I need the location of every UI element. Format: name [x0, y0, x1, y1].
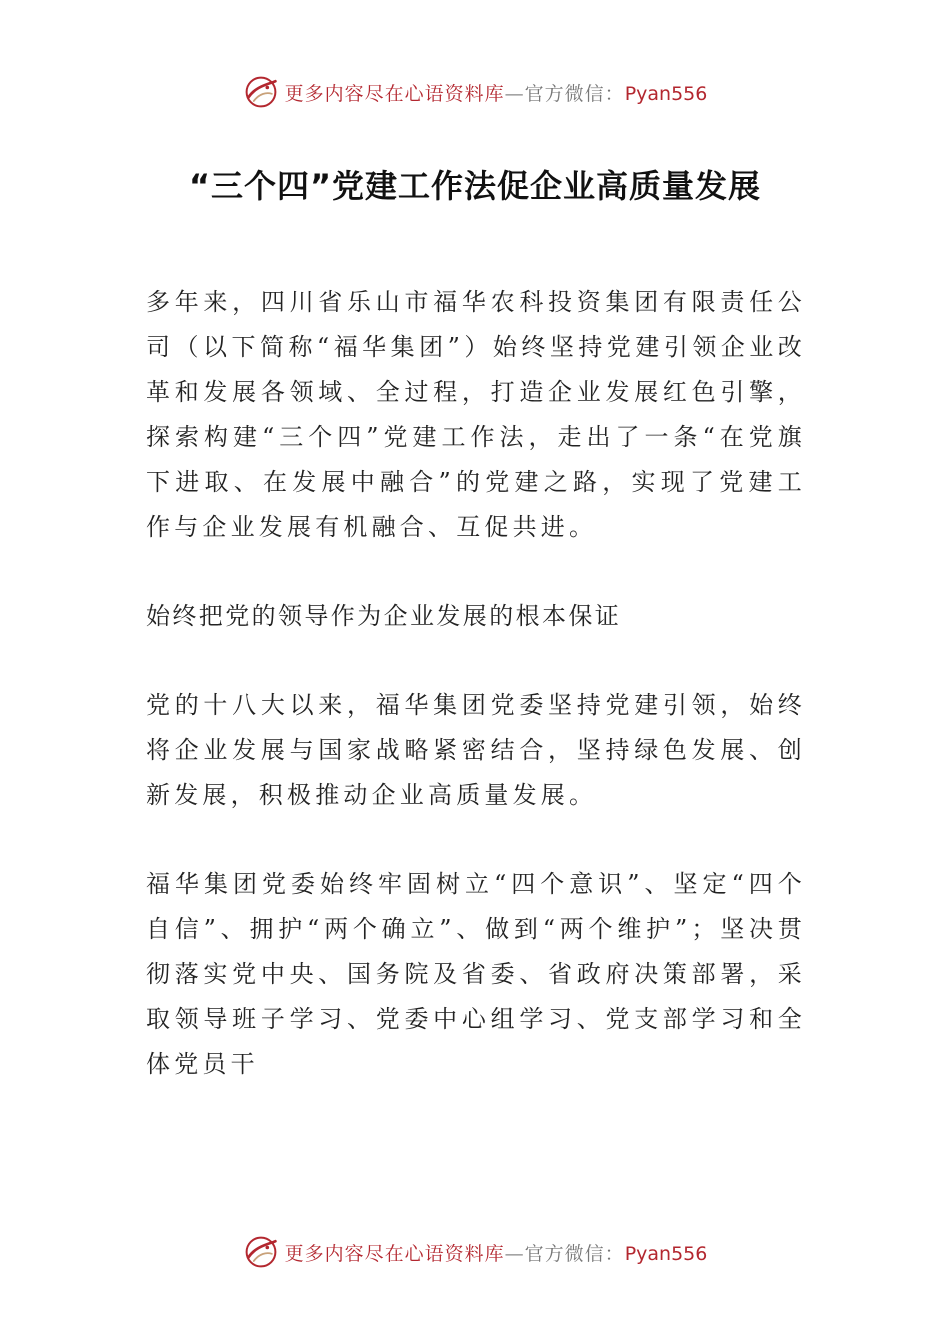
banner-wechat-label: 官方微信：	[524, 82, 625, 105]
banner-text	[285, 1239, 708, 1266]
banner-slogan: 更多内容尽在心语资料库	[284, 82, 505, 105]
header-banner	[0, 72, 950, 112]
paragraph-intro: 多年来，四川省乐山市福华农科投资集团有限责任公司（以下简称“福华集团”）始终坚持党建引领企业改革和发展各领域、全过程，打造企业发展红色引擎，探索构建“三个四”党建工作法，走出了一条“在党旗下进取、在发展中融合”的党建之路，实现了党建工作与企业发展有机融合、互促共进。	[146, 288, 806, 541]
banner-dash: —	[504, 82, 525, 105]
fish-logo-icon	[243, 1234, 279, 1270]
paragraph-four-consciousness: 福华集团党委始终牢固树立“四个意识”、坚定“四个自信”、拥护“两个确立”、做到“两个维护”；坚决贯彻落实党中央、国务院及省委、省政府决策部署，采取领导班子学习、党委中心组学习、党支部学习和全体党员干	[146, 870, 806, 1078]
section-heading: 始终把党的领导作为企业发展的根本保证	[146, 602, 622, 630]
banner-slogan: 更多内容尽在心语资料库	[284, 1242, 505, 1265]
fish-logo-icon	[243, 74, 279, 110]
paragraph-since-18th-congress: 党的十八大以来，福华集团党委坚持党建引领，始终将企业发展与国家战略紧密结合，坚持绿色发展、创新发展，积极推动企业高质量发展。	[146, 691, 806, 809]
banner-wechat-id: Pyan556	[624, 82, 708, 105]
document-body	[146, 280, 806, 1131]
banner-text	[285, 79, 708, 106]
banner-dash: —	[504, 1242, 525, 1265]
banner-wechat-label: 官方微信：	[524, 1242, 625, 1265]
banner-wechat-id: Pyan556	[624, 1242, 708, 1265]
footer-banner	[0, 1232, 950, 1272]
document-title: “三个四”党建工作法促企业高质量发展	[188, 167, 762, 205]
